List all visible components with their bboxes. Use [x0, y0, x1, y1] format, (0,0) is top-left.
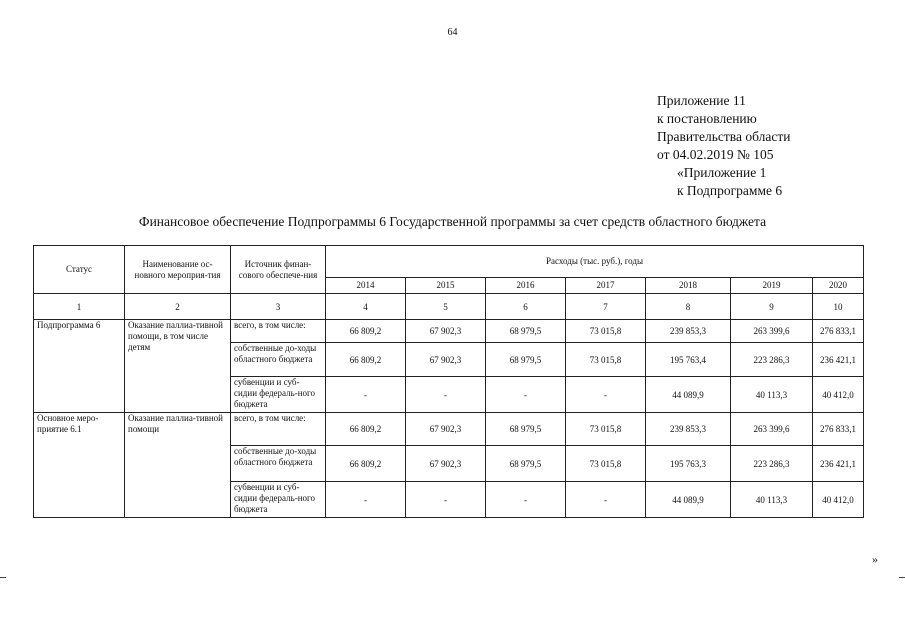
column-number: 8: [646, 294, 731, 320]
table-row: [34, 413, 864, 446]
expense-value: 195 763,4: [646, 343, 731, 377]
expense-value: 223 286,3: [731, 446, 813, 482]
column-number: 7: [566, 294, 646, 320]
expense-value: 195 763,3: [646, 446, 731, 482]
appendix-block: [657, 92, 790, 200]
row-funding-source: субвенции и суб-сидии федераль-ного бюджета: [231, 482, 326, 518]
expense-value: 66 809,2: [326, 446, 406, 482]
year-header: 2018: [646, 278, 731, 294]
row-funding-source: собственные до-ходы областного бюджета: [231, 343, 326, 377]
closing-quote: »: [872, 552, 878, 566]
expense-value: 239 853,3: [646, 320, 731, 343]
column-number: 1: [34, 294, 125, 320]
row-event-name: Оказание паллиа-тивной помощи: [125, 413, 231, 518]
column-number: 4: [326, 294, 406, 320]
row-funding-source: всего, в том числе:: [231, 413, 326, 446]
right-edge-mark: [899, 577, 905, 578]
expense-value: 68 979,5: [486, 413, 566, 446]
expense-value: 68 979,5: [486, 343, 566, 377]
expense-value: 263 399,6: [731, 413, 813, 446]
year-header: 2014: [326, 278, 406, 294]
financing-table: [33, 245, 864, 518]
year-header: 2020: [813, 278, 864, 294]
header-name: Наименование ос-новного мероприя-тия: [125, 246, 231, 294]
column-number: 2: [125, 294, 231, 320]
appendix-line-2: к постановлению: [657, 111, 757, 126]
left-edge-mark: [0, 577, 6, 578]
document-title: Финансовое обеспечение Подпрограммы 6 Государственной программы за счет средств областного бюджета: [138, 214, 767, 229]
column-number: 6: [486, 294, 566, 320]
row-funding-source: всего, в том числе:: [231, 320, 326, 343]
table-row: [34, 320, 864, 343]
row-funding-source: собственные до-ходы областного бюджета: [231, 446, 326, 482]
expense-value: 40 113,3: [731, 377, 813, 413]
column-number: 10: [813, 294, 864, 320]
row-event-name: Оказание паллиа-тивной помощи, в том числе детям: [125, 320, 231, 413]
expense-value: -: [326, 482, 406, 518]
expense-value: 68 979,5: [486, 446, 566, 482]
column-number: 9: [731, 294, 813, 320]
expense-value: 44 089,9: [646, 482, 731, 518]
year-header: 2019: [731, 278, 813, 294]
expense-value: 40 412,0: [813, 482, 864, 518]
row-status: Подпрограмма 6: [34, 320, 125, 413]
expense-value: -: [566, 482, 646, 518]
appendix-line-3: Правительства области: [657, 129, 791, 144]
header-status: Статус: [34, 246, 125, 294]
expense-value: 276 833,1: [813, 320, 864, 343]
year-header: 2017: [566, 278, 646, 294]
expense-value: 73 015,8: [566, 320, 646, 343]
year-header: 2016: [486, 278, 566, 294]
column-numbers-row: [34, 294, 864, 320]
expense-value: -: [486, 482, 566, 518]
expense-value: 40 113,3: [731, 482, 813, 518]
expense-value: 263 399,6: [731, 320, 813, 343]
row-status: Основное меро-приятие 6.1: [34, 413, 125, 518]
table-body: [34, 294, 864, 518]
row-funding-source: субвенции и суб-сидии федераль-ного бюджета: [231, 377, 326, 413]
year-header: 2015: [406, 278, 486, 294]
expense-value: 66 809,2: [326, 413, 406, 446]
expense-value: 67 902,3: [406, 343, 486, 377]
expense-value: -: [566, 377, 646, 413]
expense-value: 73 015,8: [566, 413, 646, 446]
expense-value: 44 089,9: [646, 377, 731, 413]
expense-value: 66 809,2: [326, 343, 406, 377]
expense-value: 66 809,2: [326, 320, 406, 343]
expense-value: -: [406, 482, 486, 518]
expense-value: -: [406, 377, 486, 413]
appendix-line-5: «Приложение 1: [677, 165, 767, 180]
expense-value: 67 902,3: [406, 413, 486, 446]
expense-value: 40 412,0: [813, 377, 864, 413]
expense-value: 236 421,1: [813, 446, 864, 482]
header-source: Источник финан-сового обеспече-ния: [231, 246, 326, 294]
expense-value: 73 015,8: [566, 343, 646, 377]
expense-value: 68 979,5: [486, 320, 566, 343]
expense-value: 276 833,1: [813, 413, 864, 446]
expense-value: 73 015,8: [566, 446, 646, 482]
expense-value: 236 421,1: [813, 343, 864, 377]
expense-value: 239 853,3: [646, 413, 731, 446]
page-number: 64: [447, 27, 458, 38]
appendix-line-6: к Подпрограмме 6: [677, 183, 783, 198]
appendix-line-1: Приложение 11: [657, 93, 746, 108]
expense-value: 67 902,3: [406, 446, 486, 482]
header-expenses: Расходы (тыс. руб.), годы: [326, 246, 864, 278]
column-number: 3: [231, 294, 326, 320]
appendix-line-4: от 04.02.2019 № 105: [657, 147, 774, 162]
column-number: 5: [406, 294, 486, 320]
expense-value: 67 902,3: [406, 320, 486, 343]
expense-value: -: [326, 377, 406, 413]
expense-value: 223 286,3: [731, 343, 813, 377]
expense-value: -: [486, 377, 566, 413]
